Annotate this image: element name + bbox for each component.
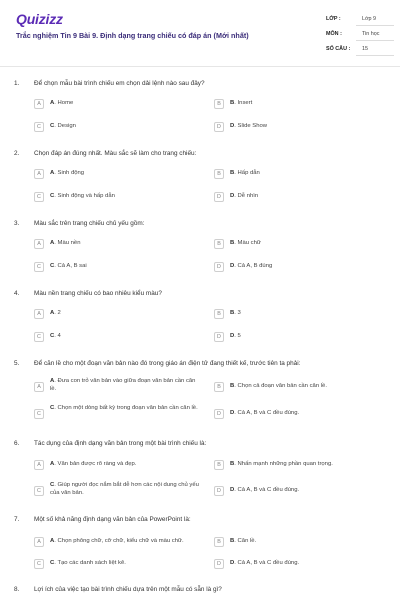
question-number: 5. <box>14 360 20 367</box>
option-a[interactable]: A A. Đưa con trỏ văn bản vào giữa đoạn văn bản cần căn lề. <box>34 374 204 400</box>
question-number: 2. <box>14 150 20 157</box>
option-letter: C <box>50 193 55 199</box>
option-d[interactable]: D D. Cả A, B đúng <box>214 259 384 275</box>
option-letter-box: C <box>34 486 44 496</box>
option-text: 3 <box>237 310 241 316</box>
question-number: 4. <box>14 290 20 297</box>
option-letter: B <box>230 538 235 544</box>
option-letter: A <box>50 538 55 544</box>
option-c[interactable]: C C. Tạo các danh sách liệt kê. <box>34 556 204 572</box>
option-text: Hấp dẫn <box>237 170 260 176</box>
option-letter-box: B <box>214 460 224 470</box>
meta-class-label: LỚP : <box>326 16 341 22</box>
option-letter-box: C <box>34 192 44 202</box>
question-text: Màu sắc trên trang chiếu chủ yếu gồm: <box>34 220 145 227</box>
option-letter-box: D <box>214 332 224 342</box>
option-letter-box: B <box>214 99 224 109</box>
option-c[interactable]: C C. 4 <box>34 329 204 345</box>
option-b[interactable]: B B. Nhấn mạnh những phần quan trọng. <box>214 457 384 473</box>
option-letter: D <box>230 333 235 339</box>
option-text: 5 <box>237 333 241 339</box>
option-d[interactable]: D D. Cả A, B và C đều đúng. <box>214 478 384 504</box>
option-letter: B <box>230 240 235 246</box>
option-letter: C <box>50 333 55 339</box>
option-letter: A <box>50 100 55 106</box>
meta-class-value: Lớp 9 <box>362 16 377 22</box>
worksheet-header <box>0 0 400 68</box>
option-text: Cả A, B và C đều đúng. <box>237 410 300 416</box>
option-b[interactable]: B B. 3 <box>214 306 384 322</box>
option-letter-box: B <box>214 309 224 319</box>
option-letter: C <box>50 405 55 411</box>
option-a[interactable]: A A. 2 <box>34 306 204 322</box>
option-letter-box: B <box>214 169 224 179</box>
option-b[interactable]: B B. Hấp dẫn <box>214 166 384 182</box>
option-c[interactable]: C C. Cả A, B sai <box>34 259 204 275</box>
quizizz-logo: Quizizz <box>16 11 63 27</box>
question-number: 7. <box>14 516 20 523</box>
option-d[interactable]: D D. Slide Show <box>214 119 384 135</box>
option-letter: B <box>230 100 235 106</box>
option-letter-box: C <box>34 262 44 272</box>
option-letter: D <box>230 560 235 566</box>
meta-class <box>326 14 388 26</box>
option-text: Tạo các danh sách liệt kê. <box>57 560 126 566</box>
option-text: Đưa con trỏ văn bản vào giữa đoạn văn bản cần căn lề. <box>50 378 196 392</box>
option-text: Sinh động <box>57 170 85 176</box>
option-letter-box: A <box>34 460 44 470</box>
option-text: Cả A, B và C đều đúng. <box>237 487 300 493</box>
meta-subject-label: MÔN : <box>326 31 342 37</box>
option-c[interactable]: C C. Design <box>34 119 204 135</box>
option-d[interactable]: D D. Cả A, B và C đều đúng. <box>214 556 384 572</box>
option-letter-box: D <box>214 192 224 202</box>
option-letter-box: D <box>214 262 224 272</box>
question-number: 8. <box>14 586 20 593</box>
option-letter-box: A <box>34 169 44 179</box>
option-letter-box: B <box>214 239 224 249</box>
option-a[interactable]: A A. Văn bản được rõ ràng và đẹp. <box>34 457 204 473</box>
option-letter: D <box>230 263 235 269</box>
option-text: Design <box>57 123 76 129</box>
option-letter: A <box>50 461 55 467</box>
option-letter: B <box>230 461 235 467</box>
option-letter: A <box>50 170 55 176</box>
meta-subject <box>326 29 388 41</box>
option-text: Dễ nhìn <box>237 193 259 199</box>
option-a[interactable]: A A. Home <box>34 96 204 112</box>
option-letter-box: A <box>34 537 44 547</box>
option-b[interactable]: B B. Insert <box>214 96 384 112</box>
option-letter-box: A <box>34 99 44 109</box>
option-a[interactable]: A A. Sinh động <box>34 166 204 182</box>
option-a[interactable]: A A. Chọn phông chữ, cỡ chữ, kiểu chữ và màu chữ. <box>34 534 204 550</box>
header-divider <box>0 66 400 67</box>
option-c[interactable]: C C. Giúp người đọc nắm bắt dễ hơn các nội dung chủ yếu của văn bản. <box>34 478 204 504</box>
option-d[interactable]: D D. Cả A, B và C đều đúng. <box>214 401 384 427</box>
option-text: Cả A, B sai <box>57 263 87 269</box>
question-text: Lợi ích của việc tạo bài trình chiếu dựa trên một mẫu có sẵn là gì? <box>34 586 222 593</box>
option-text: Chọn cả đoạn văn bản cần căn lề. <box>237 383 327 389</box>
option-letter: D <box>230 487 235 493</box>
option-letter-box: C <box>34 409 44 419</box>
option-text: Màu nền <box>57 240 81 246</box>
option-c[interactable]: C C. Sinh động và hấp dẫn <box>34 189 204 205</box>
option-letter: B <box>230 310 235 316</box>
option-letter: D <box>230 123 235 129</box>
option-letter-box: C <box>34 332 44 342</box>
option-letter-box: C <box>34 122 44 132</box>
option-letter-box: D <box>214 122 224 132</box>
option-letter-box: D <box>214 409 224 419</box>
question-text: Chọn đáp án đúng nhất. Màu sắc sẽ làm cho trang chiếu: <box>34 150 197 157</box>
option-text: Insert <box>237 100 253 106</box>
meta-divider <box>356 25 394 26</box>
option-text: Sinh động và hấp dẫn <box>57 193 115 199</box>
option-letter-box: D <box>214 559 224 569</box>
option-text: Nhấn mạnh những phần quan trọng. <box>237 461 333 467</box>
meta-count <box>326 44 388 56</box>
option-letter-box: C <box>34 559 44 569</box>
question-text: Màu nền trang chiếu có bao nhiêu kiểu màu? <box>34 290 162 297</box>
option-text: Chọn một dòng bất kỳ trong đoạn văn bản cần căn lề. <box>57 405 198 411</box>
option-letter: C <box>50 560 55 566</box>
worksheet-title: Trắc nghiệm Tin 9 Bài 9. Định dạng trang chiếu có đáp án (Mới nhất) <box>16 31 249 40</box>
option-letter: A <box>50 378 55 384</box>
option-b[interactable]: B B. Chọn cả đoạn văn bản cần căn lề. <box>214 374 384 400</box>
meta-count-value: 15 <box>362 46 368 52</box>
question-text: Tác dụng của định dạng văn bản trong một bài trình chiếu là: <box>34 440 207 447</box>
option-letter: B <box>230 383 235 389</box>
option-text: Giúp người đọc nắm bắt dễ hơn các nội dung chủ yếu của văn bản. <box>50 482 199 496</box>
option-letter-box: A <box>34 309 44 319</box>
option-c[interactable]: C C. Chọn một dòng bất kỳ trong đoạn văn bản cần căn lề. <box>34 401 204 427</box>
question-text: Một số khả năng định dạng văn bản của PowerPoint là: <box>34 516 191 523</box>
option-letter: D <box>230 410 235 416</box>
option-b[interactable]: B B. Màu chữ <box>214 236 384 252</box>
option-letter-box: B <box>214 382 224 392</box>
option-letter: C <box>50 123 55 129</box>
option-letter: D <box>230 193 235 199</box>
option-letter-box: B <box>214 537 224 547</box>
question-number: 6. <box>14 440 20 447</box>
meta-subject-value: Tin học <box>362 31 380 37</box>
option-d[interactable]: D D. Dễ nhìn <box>214 189 384 205</box>
question-number: 1. <box>14 80 20 87</box>
option-text: 4 <box>57 333 61 339</box>
option-letter: A <box>50 310 55 316</box>
option-a[interactable]: A A. Màu nền <box>34 236 204 252</box>
option-text: Home <box>57 100 74 106</box>
option-b[interactable]: B B. Căn lề. <box>214 534 384 550</box>
option-text: 2 <box>57 310 61 316</box>
option-text: Slide Show <box>237 123 268 129</box>
option-letter-box: D <box>214 486 224 496</box>
meta-divider <box>356 40 394 41</box>
option-letter: C <box>50 263 55 269</box>
meta-divider <box>356 55 394 56</box>
question-text: Để căn lề cho một đoạn văn bản nào đó trong giáo án điện tử đang thiết kế, trước tiên ta phải: <box>34 360 301 367</box>
option-letter: A <box>50 240 55 246</box>
option-text: Căn lề. <box>237 538 257 544</box>
option-d[interactable]: D D. 5 <box>214 329 384 345</box>
question-text: Để chọn mẫu bài trình chiếu em chọn dải lệnh nào sau đây? <box>34 80 205 87</box>
meta-count-label: SỐ CÂU : <box>326 46 351 52</box>
option-text: Văn bản được rõ ràng và đẹp. <box>57 461 137 467</box>
option-text: Chọn phông chữ, cỡ chữ, kiểu chữ và màu chữ. <box>57 538 184 544</box>
option-text: Cả A, B đúng <box>237 263 273 269</box>
option-letter-box: A <box>34 382 44 392</box>
option-letter-box: A <box>34 239 44 249</box>
question-number: 3. <box>14 220 20 227</box>
option-letter: C <box>50 482 55 488</box>
option-text: Màu chữ <box>237 240 261 246</box>
option-text: Cả A, B và C đều đúng. <box>237 560 300 566</box>
option-letter: B <box>230 170 235 176</box>
